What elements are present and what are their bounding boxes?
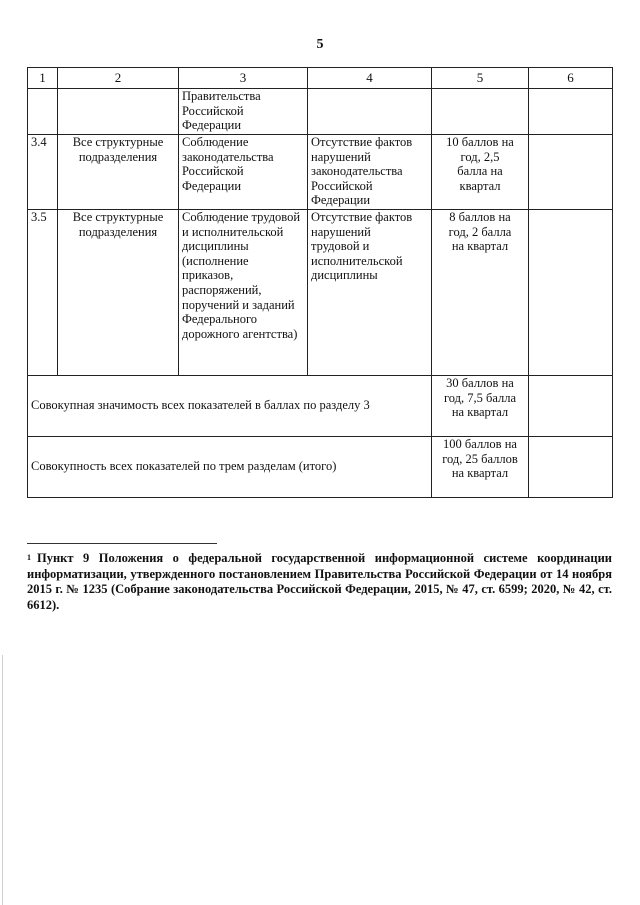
footnote-text: Пункт 9 Положения о федеральной государственной информационной системе координации информатизации, утвержденного постановлением Правительства Российской Федерации от 14 ноября 2015 г. № 1235 (Собрание законодательства Российской Федерации, 2015, № 47, ст. 6599; 2020, № 42, ст. 6612). bbox=[27, 551, 612, 612]
unit-cell bbox=[58, 89, 179, 135]
empty-cell bbox=[529, 375, 613, 436]
scan-margin-line bbox=[2, 655, 3, 905]
table-row bbox=[28, 209, 613, 375]
table-row bbox=[28, 89, 613, 135]
header-cell: 6 bbox=[529, 68, 613, 89]
table-row bbox=[28, 135, 613, 210]
total-row bbox=[28, 436, 613, 497]
indicator-cell: Соблюдение законодательства Российской Федерации bbox=[179, 135, 308, 210]
unit-cell: Все структурные подразделения bbox=[58, 209, 179, 375]
total-score: 100 баллов на год, 25 баллов на квартал bbox=[432, 436, 529, 497]
criterion-cell bbox=[308, 89, 432, 135]
score-cell: 8 баллов на год, 2 балла на квартал bbox=[432, 209, 529, 375]
header-cell: 5 bbox=[432, 68, 529, 89]
header-cell: 2 bbox=[58, 68, 179, 89]
empty-cell bbox=[529, 135, 613, 210]
footnote-marker: 1 bbox=[27, 553, 31, 562]
criterion-cell: Отсутствие фактов нарушений трудовой и исполнительской дисциплины bbox=[308, 209, 432, 375]
header-cell: 3 bbox=[179, 68, 308, 89]
header-cell: 1 bbox=[28, 68, 58, 89]
total-row bbox=[28, 375, 613, 436]
footnote bbox=[27, 551, 612, 613]
score-cell: 10 баллов на год, 2,5 балла на квартал bbox=[432, 135, 529, 210]
page-number: 5 bbox=[316, 37, 324, 52]
criterion-cell: Отсутствие фактов нарушений законодательства Российской Федерации bbox=[308, 135, 432, 210]
total-label: Совокупная значимость всех показателей в баллах по разделу 3 bbox=[28, 375, 432, 436]
indicators-table bbox=[27, 67, 613, 498]
row-number: 3.4 bbox=[28, 135, 58, 210]
table-header-row bbox=[28, 68, 613, 89]
indicator-cell: Соблюдение трудовой и исполнительской дисциплины (исполнение приказов, распоряжений, поручений и заданий Федерального дорожного агентства) bbox=[179, 209, 308, 375]
score-cell bbox=[432, 89, 529, 135]
header-cell: 4 bbox=[308, 68, 432, 89]
unit-cell: Все структурные подразделения bbox=[58, 135, 179, 210]
empty-cell bbox=[529, 436, 613, 497]
row-number bbox=[28, 89, 58, 135]
total-score: 30 баллов на год, 7,5 балла на квартал bbox=[432, 375, 529, 436]
empty-cell bbox=[529, 209, 613, 375]
total-label: Совокупность всех показателей по трем разделам (итого) bbox=[28, 436, 432, 497]
footnote-divider bbox=[27, 543, 217, 544]
indicator-cell: Правительства Российской Федерации bbox=[179, 89, 308, 135]
row-number: 3.5 bbox=[28, 209, 58, 375]
empty-cell bbox=[529, 89, 613, 135]
